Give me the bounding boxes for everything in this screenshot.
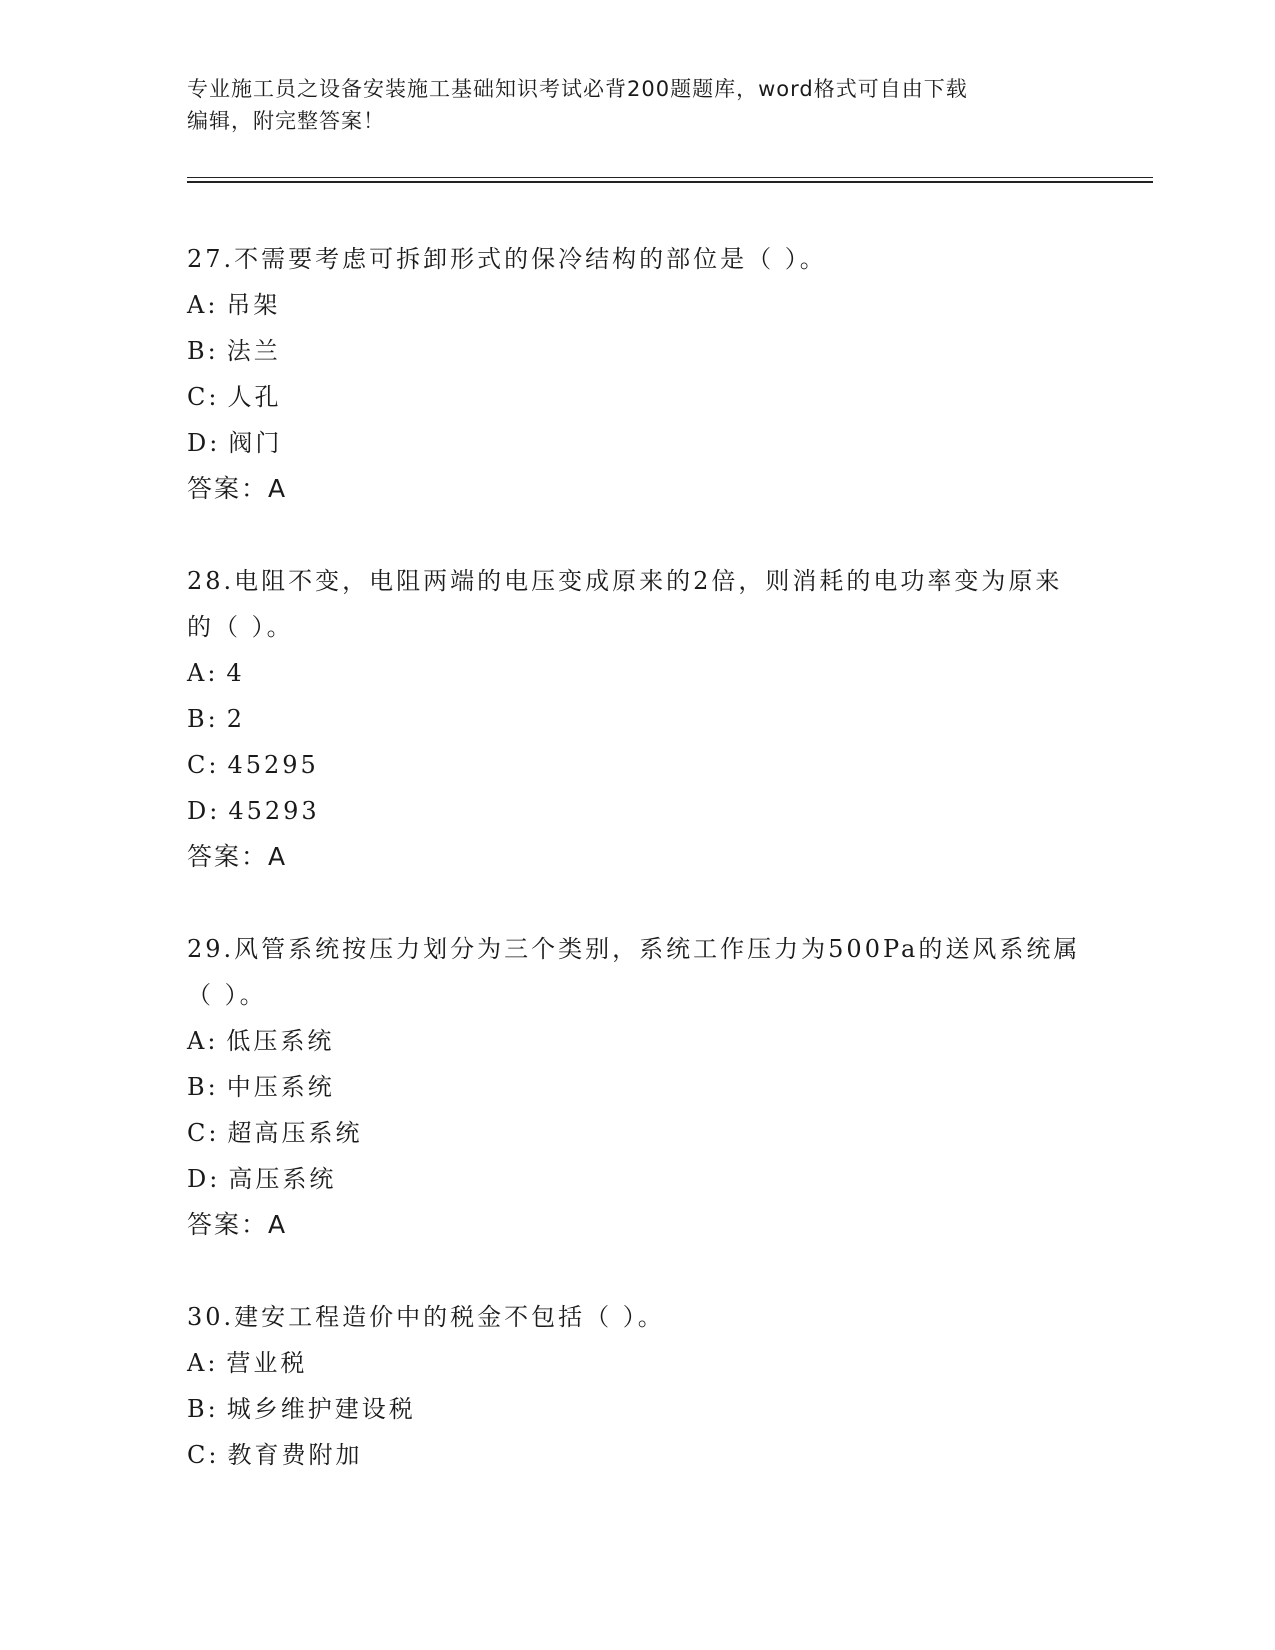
option-c: C: 教育费附加	[187, 1441, 363, 1469]
option-a: A: 吊架	[187, 291, 281, 319]
option-a: A: 营业税	[187, 1349, 308, 1377]
question-text: 29.风管系统按压力划分为三个类别，系统工作压力为500Pa的送风系统属（ ）。	[187, 935, 1081, 1009]
header-divider-top	[187, 177, 1153, 178]
header-divider-bottom	[187, 181, 1153, 183]
answer-line: 答案：A	[187, 842, 288, 871]
question-text: 28.电阻不变，电阻两端的电压变成原来的2倍，则消耗的电功率变为原来的（ ）。	[187, 567, 1063, 641]
header-line-1: 专业施工员之设备安装施工基础知识考试必背200题题库，word格式可自由下载	[187, 77, 968, 101]
option-d: D: 阀门	[187, 429, 283, 457]
question-28	[187, 558, 1087, 880]
question-list	[187, 236, 1087, 1524]
option-d: D: 45293	[187, 797, 320, 825]
question-30	[187, 1294, 1087, 1478]
option-b: B: 中压系统	[187, 1073, 335, 1101]
option-a: A: 低压系统	[187, 1027, 335, 1055]
answer-line: 答案：A	[187, 1210, 288, 1239]
option-b: B: 城乡维护建设税	[187, 1395, 416, 1423]
option-b: B: 2	[187, 705, 246, 733]
answer-line: 答案：A	[187, 474, 288, 503]
document-header	[187, 73, 1077, 137]
option-c: C: 人孔	[187, 383, 282, 411]
question-29	[187, 926, 1087, 1248]
option-c: C: 超高压系统	[187, 1119, 363, 1147]
option-d: D: 高压系统	[187, 1165, 337, 1193]
option-c: C: 45295	[187, 751, 319, 779]
question-text: 27.不需要考虑可拆卸形式的保冷结构的部位是（ ）。	[187, 245, 827, 273]
option-a: A: 4	[187, 659, 245, 687]
question-text: 30.建安工程造价中的税金不包括（ ）。	[187, 1303, 665, 1331]
question-27	[187, 236, 1087, 512]
option-b: B: 法兰	[187, 337, 281, 365]
header-line-2: 编辑，附完整答案！	[187, 109, 385, 133]
